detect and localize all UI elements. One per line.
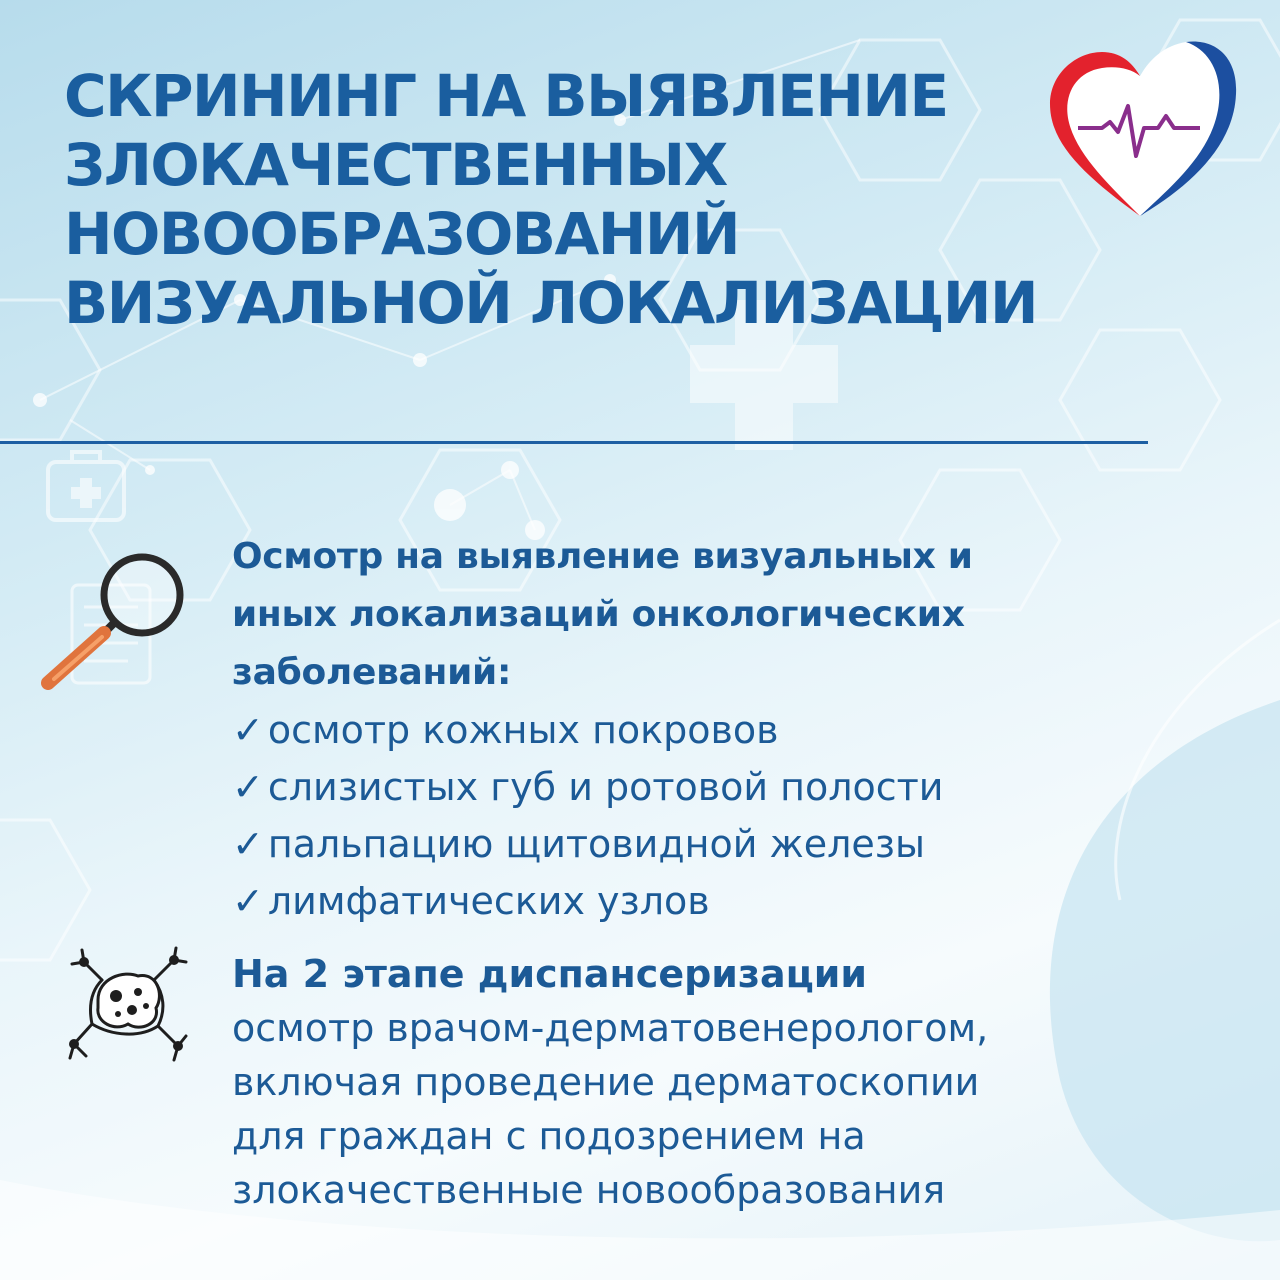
checklist-item-text: осмотр кожных покровов [267, 708, 779, 752]
section-heading-line: заболеваний: [232, 652, 512, 693]
section-heading [232, 528, 973, 702]
section-text-line: включая проведение дерматоскопии [232, 1060, 980, 1104]
checklist-item [232, 702, 973, 759]
section-heading-line: Осмотр на выявление визуальных и [232, 536, 973, 577]
checklist-item-text: пальпацию щитовидной железы [267, 822, 926, 866]
check-icon: ✓ [232, 765, 264, 809]
section-second-stage [232, 947, 988, 1217]
title-divider [0, 441, 1148, 444]
section-text-line: злокачественные новообразования [232, 1168, 946, 1212]
check-icon: ✓ [232, 879, 264, 923]
section-examination [232, 528, 973, 930]
checklist-item-text: лимфатических узлов [267, 879, 710, 923]
title-line: НОВООБРАЗОВАНИЙ [64, 200, 740, 268]
section-heading-line: иных локализаций онкологических [232, 594, 965, 635]
page-title [64, 62, 1037, 338]
section-text-line: осмотр врачом-дерматовенерологом, [232, 1006, 989, 1050]
magnifier-icon [32, 545, 190, 690]
checklist-item [232, 816, 973, 873]
check-icon: ✓ [232, 822, 264, 866]
title-line: ВИЗУАЛЬНОЙ ЛОКАЛИЗАЦИИ [64, 269, 1037, 337]
check-icon: ✓ [232, 708, 264, 752]
checklist [232, 702, 973, 930]
title-line: ЗЛОКАЧЕСТВЕННЫХ [64, 131, 727, 199]
section-text-line: для граждан с подозрением на [232, 1114, 866, 1158]
cells-icon [62, 940, 192, 1065]
checklist-item-text: слизистых губ и ротовой полости [267, 765, 944, 809]
title-line: СКРИНИНГ НА ВЫЯВЛЕНИЕ [64, 62, 948, 130]
section-heading: На 2 этапе диспансеризации [232, 952, 868, 996]
checklist-item [232, 759, 973, 816]
checklist-item [232, 873, 973, 930]
heart-cardiogram-icon [1040, 36, 1240, 222]
